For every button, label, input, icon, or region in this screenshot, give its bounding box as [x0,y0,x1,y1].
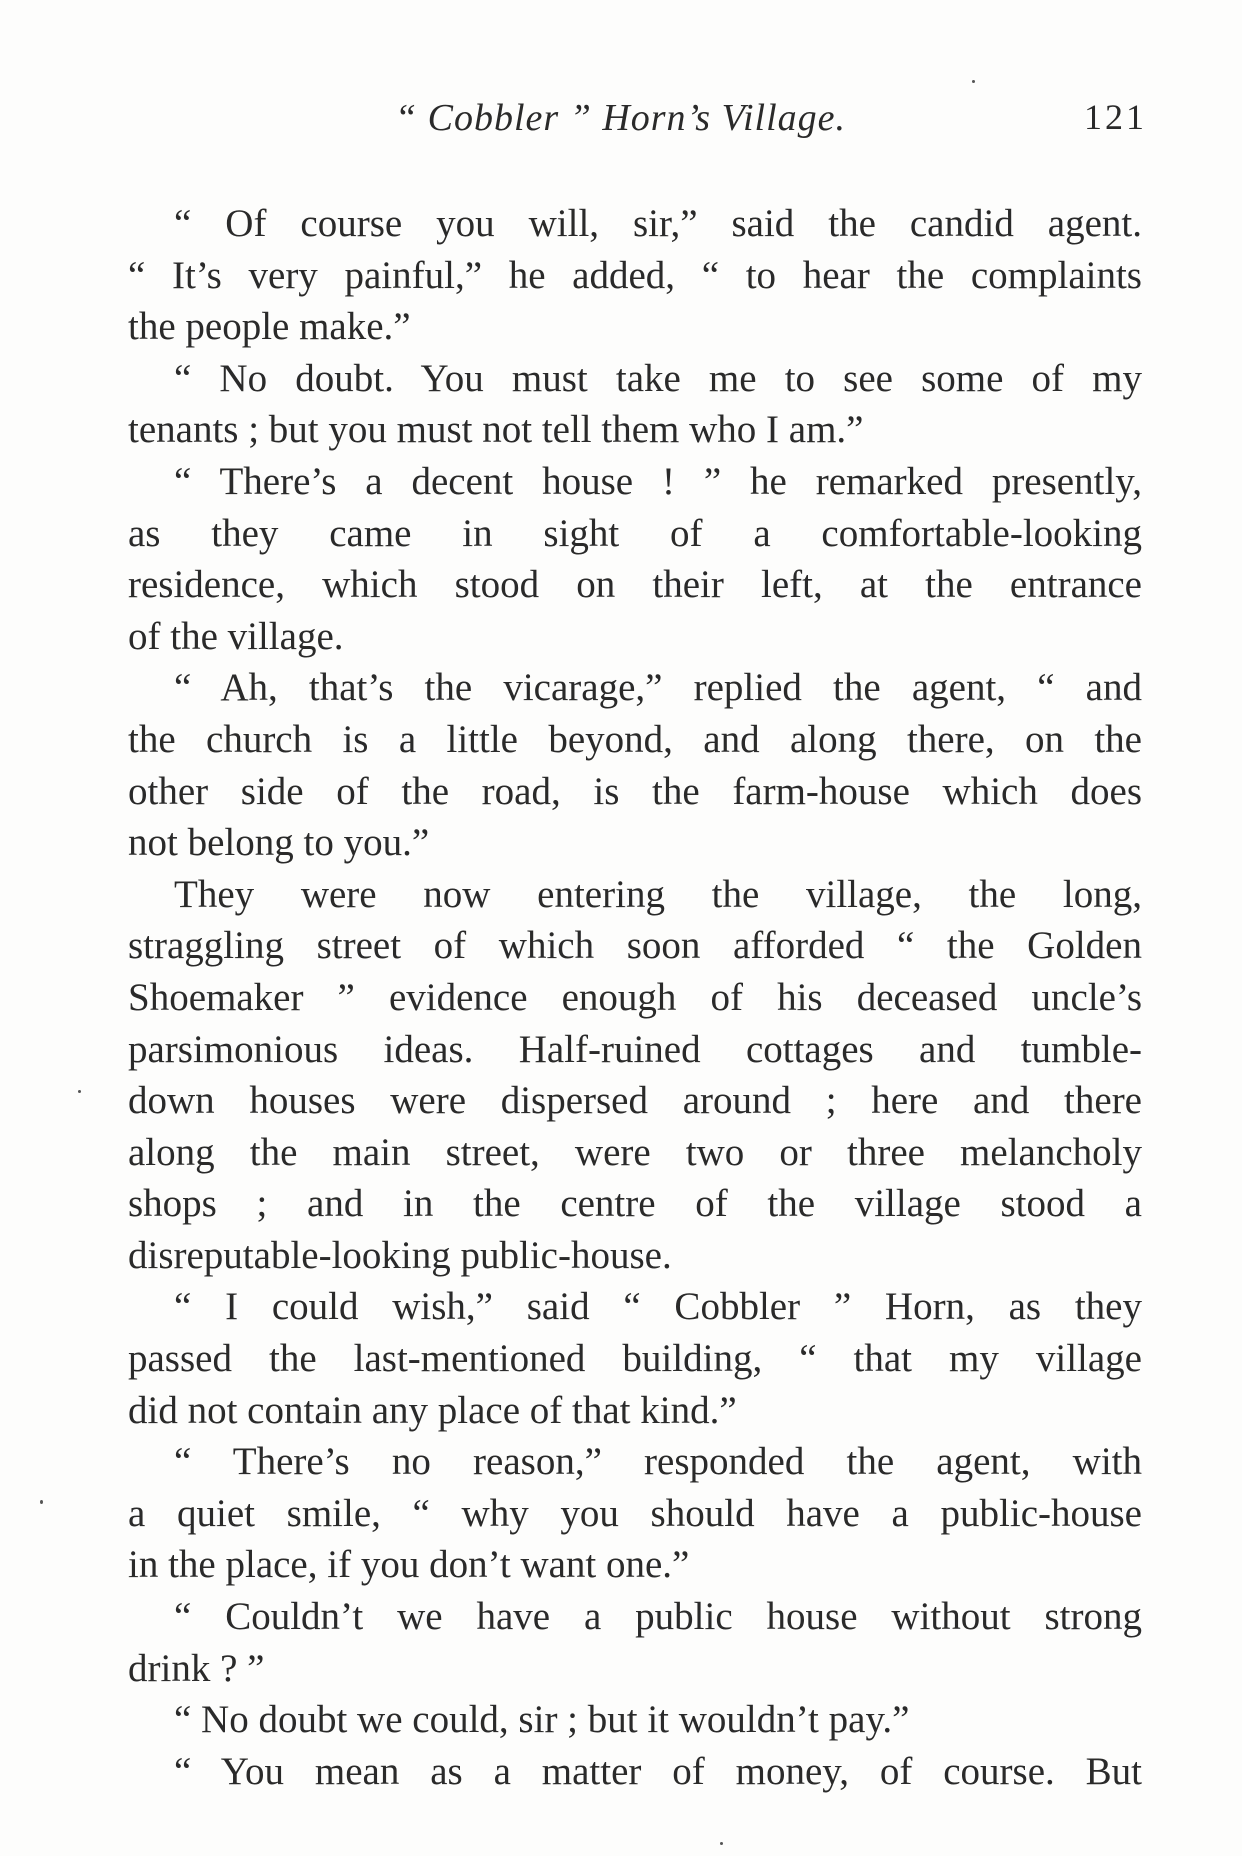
text-line: not belong to you.” [128,821,430,865]
text-line: “ No doubt. You must take me to see some of my [174,356,1142,400]
text-line: in the place, if you don’t want one.” [128,1543,690,1587]
text-line: drink ? ” [128,1646,265,1690]
text-line: parsimonious ideas. Half-ruined cottages and tumble- [128,1027,1142,1071]
text-line: “ Couldn’t we have a public house without strong [174,1595,1142,1639]
text-line: “ No doubt we could, sir ; but it wouldn’t pay.” [174,1698,910,1742]
text-line: along the main street, were two or three melancholy [128,1130,1142,1174]
text-line: “ Ah, that’s the vicarage,” replied the agent, “ and [174,666,1142,710]
running-title: “ Cobbler ” Horn’s Village. [395,97,847,139]
text-line: disreputable-looking public-house. [128,1233,672,1277]
paper-speck [40,1500,43,1504]
text-line: of the village. [128,614,344,658]
running-head [0,96,1242,144]
text-line: passed the last-mentioned building, “ that my village [128,1337,1142,1381]
text-line: “ You mean as a matter of money, of course. But [174,1749,1142,1793]
text-line: “ I could wish,” said “ Cobbler ” Horn, as they [174,1285,1142,1329]
paper-speck [720,1842,723,1845]
text-line: tenants ; but you must not tell them who I am.” [128,408,864,452]
text-line: “ There’s no reason,” responded the agent, with [174,1440,1142,1484]
text-line: other side of the road, is the farm-house which does [128,769,1142,813]
text-line: as they came in sight of a comfortable-looking [128,511,1142,555]
text-line: They were now entering the village, the long, [174,872,1142,916]
text-line: the people make.” [128,305,411,349]
page-number: 121 [1084,97,1147,137]
paper-speck [78,1090,81,1093]
text-line: straggling street of which soon afforded “ the Golden [128,924,1142,968]
text-line: down houses were dispersed around ; here and there [128,1079,1142,1123]
text-line: Shoemaker ” evidence enough of his deceased uncle’s [128,975,1142,1019]
text-line: residence, which stood on their left, at the entrance [128,563,1142,607]
text-line: “ There’s a decent house ! ” he remarked presently, [174,459,1142,503]
text-line: a quiet smile, “ why you should have a public-house [128,1491,1142,1535]
text-line: the church is a little beyond, and along there, on the [128,717,1142,761]
text-line: “ Of course you will, sir,” said the candid agent. [174,202,1142,245]
text-line: “ It’s very painful,” he added, “ to hear the complaints [128,253,1142,297]
body-text [128,198,1142,1797]
text-line: shops ; and in the centre of the village stood a [128,1182,1142,1226]
text-line: did not contain any place of that kind.” [128,1388,737,1432]
paper-speck [972,80,975,83]
